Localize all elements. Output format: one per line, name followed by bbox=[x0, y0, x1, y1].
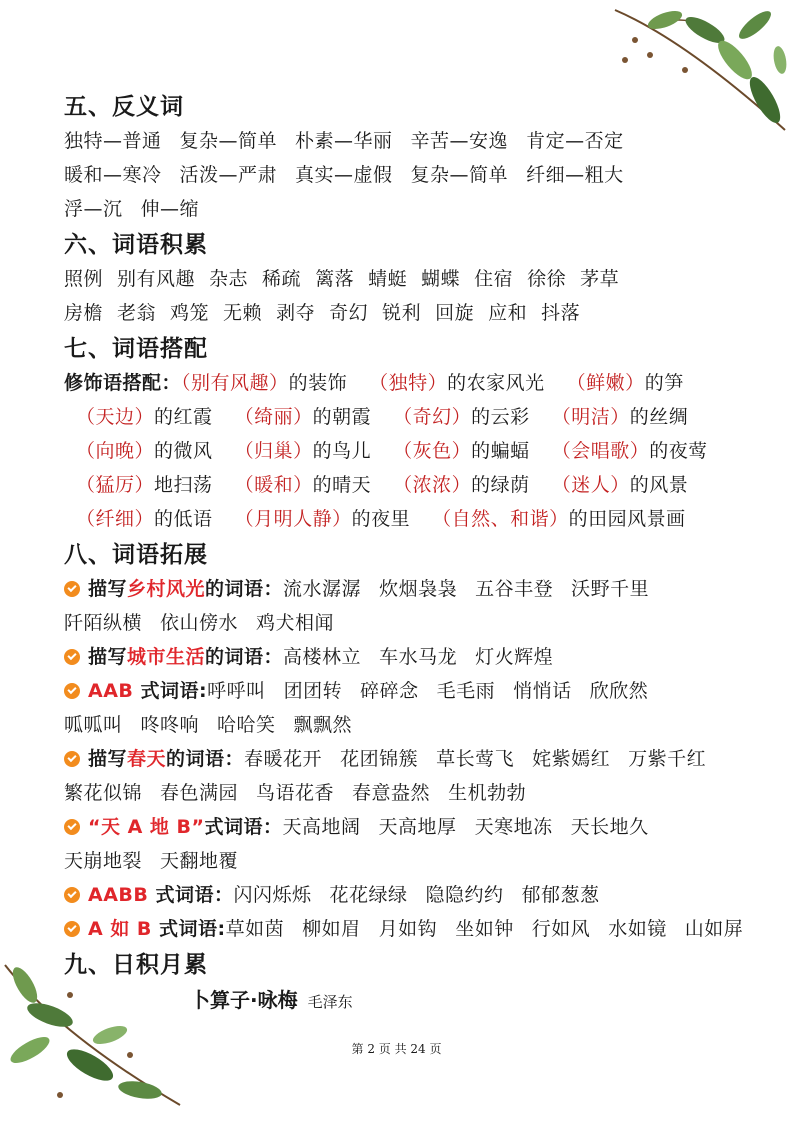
expansion-word: 咚咚响 bbox=[140, 714, 200, 736]
vocabulary-word: 无赖 bbox=[223, 302, 263, 324]
check-badge-icon bbox=[64, 649, 80, 665]
heading-suffix: 的词语： bbox=[205, 646, 284, 668]
collocation-noun: 的鸟儿 bbox=[312, 440, 372, 462]
collocation-modifier: 独特 bbox=[388, 372, 428, 394]
heading-prefix: 描写 bbox=[88, 578, 128, 600]
section-title-expansion: 八、词语拓展 bbox=[64, 542, 208, 568]
expansion-word: 呱呱叫 bbox=[64, 714, 123, 736]
expansion-word: 行如风 bbox=[531, 918, 591, 940]
expansion-word: 毛毛雨 bbox=[436, 680, 496, 702]
check-badge-icon bbox=[64, 683, 80, 699]
heading-suffix: 式词语: bbox=[151, 918, 226, 940]
check-badge-icon bbox=[64, 581, 80, 597]
collocation-item: （归巢）的鸟儿 bbox=[234, 440, 372, 462]
antonym-pair: 朴素—华丽 bbox=[295, 130, 393, 152]
expansion-row bbox=[64, 810, 744, 844]
expansion-heading bbox=[88, 748, 244, 770]
expansion-word: 水如镜 bbox=[608, 918, 667, 940]
expansion-row bbox=[64, 640, 744, 674]
collocation-noun: 地扫荡 bbox=[154, 474, 213, 496]
section-title-antonyms: 五、反义词 bbox=[64, 94, 184, 120]
expansion-word: 花花绿绿 bbox=[329, 884, 408, 906]
expansion-word: 沃野千里 bbox=[571, 578, 650, 600]
heading-prefix: 描写 bbox=[88, 748, 128, 770]
collocation-item: （浓浓）的绿荫 bbox=[393, 474, 530, 496]
collocation-item: （会唱歌）的夜莺 bbox=[551, 440, 708, 462]
vocabulary-word: 徐徐 bbox=[527, 268, 567, 290]
expansion-heading bbox=[88, 918, 226, 940]
collocation-item: （独特）的农家风光 bbox=[369, 372, 545, 394]
expansion-row-continued bbox=[64, 776, 744, 810]
collocation-modifier: 天边 bbox=[95, 406, 135, 428]
expansion-row bbox=[64, 912, 744, 946]
expansion-row-continued bbox=[64, 606, 744, 640]
antonym-pair: 复杂—简单 bbox=[410, 164, 509, 186]
vocabulary-word: 蜻蜓 bbox=[368, 268, 408, 290]
antonyms-list bbox=[64, 124, 744, 226]
expansion-word: 柳如眉 bbox=[302, 918, 361, 940]
heading-highlight: 城市生活 bbox=[127, 646, 206, 668]
collocation-noun: 的风景 bbox=[629, 474, 689, 496]
check-badge-icon bbox=[64, 887, 80, 903]
check-badge-icon bbox=[64, 921, 80, 937]
collocation-item: （自然、和谐）的田园风景画 bbox=[432, 508, 686, 530]
expansion-word: 鸡犬相闻 bbox=[256, 612, 335, 634]
expansion-word: 飘飘然 bbox=[293, 714, 353, 736]
expansion-word: 碎碎念 bbox=[360, 680, 419, 702]
collocation-item: （奇幻）的云彩 bbox=[393, 406, 530, 428]
vocabulary-row bbox=[64, 262, 744, 296]
expansion-word: 悄悄话 bbox=[513, 680, 572, 702]
collocation-item: （明洁）的丝绸 bbox=[551, 406, 689, 428]
collocation-label: 修饰语搭配： bbox=[64, 372, 182, 394]
vocabulary-word: 杂志 bbox=[209, 268, 249, 290]
expansion-heading bbox=[88, 816, 283, 838]
expansion-word: 阡陌纵横 bbox=[64, 612, 143, 634]
collocation-noun: 的农家风光 bbox=[447, 372, 545, 394]
collocation-noun: 的笋 bbox=[644, 372, 684, 394]
collocation-item: （猛厉）地扫荡 bbox=[76, 474, 213, 496]
collocation-row bbox=[64, 366, 744, 400]
heading-highlight: 乡村风光 bbox=[127, 578, 206, 600]
expansion-word: 郁郁葱葱 bbox=[521, 884, 600, 906]
heading-highlight: AAB bbox=[88, 680, 134, 702]
vocabulary-word: 锐利 bbox=[382, 302, 422, 324]
antonym-row bbox=[64, 124, 744, 158]
expansion-word: 生机勃勃 bbox=[448, 782, 527, 804]
collocation-item: （天边）的红霞 bbox=[76, 406, 213, 428]
page-content bbox=[64, 88, 744, 1013]
poem-title: 卜算子·咏梅 bbox=[190, 988, 298, 1012]
collocation-noun: 的丝绸 bbox=[629, 406, 689, 428]
collocation-noun: 的夜里 bbox=[351, 508, 411, 530]
antonym-pair: 肯定—否定 bbox=[526, 130, 624, 152]
expansion-row-continued bbox=[64, 708, 744, 742]
heading-suffix: 式词语： bbox=[148, 884, 234, 906]
expansion-row bbox=[64, 742, 744, 776]
antonym-pair: 暖和—寒冷 bbox=[64, 164, 162, 186]
expansion-word: 欣欣然 bbox=[589, 680, 649, 702]
expansion-word: 天寒地冻 bbox=[474, 816, 553, 838]
vocabulary-word: 鸡笼 bbox=[170, 302, 210, 324]
heading-highlight: A 如 B bbox=[88, 918, 152, 940]
antonym-pair: 真实—虚假 bbox=[295, 164, 393, 186]
collocation-modifier: 明洁 bbox=[571, 406, 611, 428]
antonym-pair: 伸—缩 bbox=[140, 198, 200, 220]
collocation-modifier: 自然、和谐 bbox=[451, 508, 550, 530]
vocabulary-word: 应和 bbox=[488, 302, 528, 324]
antonym-pair: 独特—普通 bbox=[64, 130, 162, 152]
page-footer: 第 2 页 共 24 页 bbox=[351, 1042, 442, 1056]
expansion-word: 五谷丰登 bbox=[475, 578, 554, 600]
collocation-noun: 的低语 bbox=[154, 508, 213, 530]
vocabulary-word: 奇幻 bbox=[329, 302, 369, 324]
collocation-modifier: 鲜嫩 bbox=[586, 372, 626, 394]
expansion-heading bbox=[88, 884, 234, 906]
vocabulary-word: 蝴蝶 bbox=[421, 268, 461, 290]
antonym-row bbox=[64, 158, 744, 192]
expansion-word: 团团转 bbox=[283, 680, 343, 702]
expansion-word: 流水潺潺 bbox=[283, 578, 362, 600]
vocabulary-row bbox=[64, 296, 744, 330]
section-title-vocabulary: 六、词语积累 bbox=[64, 232, 208, 258]
expansion-word: 哈哈笑 bbox=[217, 714, 276, 736]
antonym-pair: 辛苦—安逸 bbox=[410, 130, 509, 152]
expansion-heading bbox=[88, 680, 207, 702]
collocation-modifier: 会唱歌 bbox=[571, 440, 630, 462]
expansion-word: 繁花似锦 bbox=[64, 782, 143, 804]
vocabulary-word: 剥夺 bbox=[276, 302, 316, 324]
collocation-modifier: 浓浓 bbox=[412, 474, 452, 496]
heading-suffix: 式词语： bbox=[204, 816, 283, 838]
antonym-pair: 活泼—严肃 bbox=[179, 164, 278, 186]
collocation-noun: 的绿荫 bbox=[471, 474, 530, 496]
collocation-item: （纤细）的低语 bbox=[76, 508, 213, 530]
heading-highlight: AABB bbox=[88, 884, 149, 906]
expansion-word: 花团锦簇 bbox=[340, 748, 419, 770]
collocation-row bbox=[64, 434, 744, 468]
expansion-word: 草如茵 bbox=[225, 918, 285, 940]
vocabulary-word: 回旋 bbox=[435, 302, 475, 324]
section-title-daily: 九、日积月累 bbox=[64, 952, 208, 978]
collocation-noun: 的蝙蝠 bbox=[471, 440, 530, 462]
collocation-noun: 的云彩 bbox=[471, 406, 530, 428]
collocation-noun: 的田园风景画 bbox=[568, 508, 686, 530]
expansion-list bbox=[64, 572, 744, 946]
vocabulary-word: 抖落 bbox=[541, 302, 581, 324]
expansion-word: 春意盎然 bbox=[352, 782, 431, 804]
vocabulary-word: 住宿 bbox=[474, 268, 514, 290]
heading-highlight: 春天 bbox=[127, 748, 167, 770]
expansion-row bbox=[64, 572, 744, 606]
antonym-pair: 浮—沉 bbox=[64, 198, 123, 220]
collocation-row bbox=[64, 468, 744, 502]
check-badge-icon bbox=[64, 819, 80, 835]
vocabulary-word: 别有风趣 bbox=[117, 268, 196, 290]
collocation-modifier: 迷人 bbox=[571, 474, 611, 496]
collocation-noun: 的晴天 bbox=[312, 474, 372, 496]
vocabulary-word: 照例 bbox=[64, 268, 104, 290]
section-title-collocations: 七、词语搭配 bbox=[64, 336, 208, 362]
heading-suffix: 式词语: bbox=[133, 680, 208, 702]
collocation-noun: 的红霞 bbox=[154, 406, 213, 428]
collocation-noun: 的装饰 bbox=[288, 372, 348, 394]
collocation-modifier: 暖和 bbox=[254, 474, 294, 496]
expansion-row-continued bbox=[64, 844, 744, 878]
expansion-heading bbox=[88, 646, 283, 668]
collocation-modifier: 纤细 bbox=[95, 508, 135, 530]
expansion-row bbox=[64, 674, 744, 708]
expansion-word: 月如钩 bbox=[378, 918, 438, 940]
expansion-word: 天长地久 bbox=[570, 816, 649, 838]
collocation-noun: 的朝霞 bbox=[312, 406, 372, 428]
collocation-item: （灰色）的蝙蝠 bbox=[393, 440, 530, 462]
expansion-word: 天高地阔 bbox=[282, 816, 361, 838]
expansion-heading bbox=[88, 578, 283, 600]
collocation-modifier: 灰色 bbox=[412, 440, 452, 462]
expansion-word: 闪闪烁烁 bbox=[233, 884, 312, 906]
expansion-word: 鸟语花香 bbox=[256, 782, 335, 804]
antonym-pair: 复杂—简单 bbox=[179, 130, 278, 152]
vocabulary-list bbox=[64, 262, 744, 330]
antonym-pair: 纤细—粗大 bbox=[526, 164, 624, 186]
expansion-word: 春色满园 bbox=[160, 782, 239, 804]
vocabulary-word: 茅草 bbox=[580, 268, 620, 290]
heading-suffix: 的词语： bbox=[205, 578, 284, 600]
collocation-modifier: 奇幻 bbox=[412, 406, 452, 428]
collocation-modifier: 绮丽 bbox=[254, 406, 294, 428]
expansion-word: 炊烟袅袅 bbox=[379, 578, 458, 600]
expansion-word: 隐隐约约 bbox=[425, 884, 504, 906]
expansion-word: 天崩地裂 bbox=[64, 850, 143, 872]
expansion-word: 山如屏 bbox=[684, 918, 744, 940]
collocation-noun: 的夜莺 bbox=[649, 440, 708, 462]
collocation-row bbox=[64, 400, 744, 434]
collocation-row bbox=[64, 502, 744, 536]
collocation-modifier: 猛厉 bbox=[95, 474, 135, 496]
expansion-word: 天高地厚 bbox=[378, 816, 457, 838]
heading-prefix: 描写 bbox=[88, 646, 128, 668]
collocation-item: （鲜嫩）的笋 bbox=[566, 372, 684, 394]
expansion-word: 坐如钟 bbox=[455, 918, 514, 940]
vocabulary-word: 老翁 bbox=[117, 302, 157, 324]
expansion-row bbox=[64, 878, 744, 912]
expansion-word: 天翻地覆 bbox=[160, 850, 239, 872]
collocation-modifier: 别有风趣 bbox=[191, 372, 270, 394]
poem-author: 毛泽东 bbox=[307, 993, 353, 1011]
heading-highlight: “天 A 地 B” bbox=[88, 816, 205, 838]
collocation-modifier: 月明人静 bbox=[254, 508, 333, 530]
expansion-word: 依山傍水 bbox=[160, 612, 239, 634]
collocation-item: （别有风趣）的装饰 bbox=[181, 372, 348, 394]
heading-suffix: 的词语： bbox=[166, 748, 245, 770]
collocation-item: （暖和）的晴天 bbox=[234, 474, 372, 496]
collocation-item: （月明人静）的夜里 bbox=[234, 508, 411, 530]
expansion-word: 万紫千红 bbox=[628, 748, 707, 770]
collocation-modifier: 归巢 bbox=[254, 440, 294, 462]
expansion-word: 灯火辉煌 bbox=[475, 646, 554, 668]
collocations-list bbox=[64, 366, 744, 536]
expansion-word: 车水马龙 bbox=[379, 646, 458, 668]
vocabulary-word: 稀疏 bbox=[262, 268, 302, 290]
poem-heading bbox=[190, 984, 744, 1013]
collocation-item: （绮丽）的朝霞 bbox=[234, 406, 372, 428]
antonym-row bbox=[64, 192, 744, 226]
expansion-word: 草长莺飞 bbox=[436, 748, 515, 770]
expansion-word: 高楼林立 bbox=[283, 646, 362, 668]
check-badge-icon bbox=[64, 751, 80, 767]
collocation-noun: 的微风 bbox=[154, 440, 213, 462]
vocabulary-word: 房檐 bbox=[64, 302, 104, 324]
collocation-item: （迷人）的风景 bbox=[551, 474, 689, 496]
expansion-word: 呼呼叫 bbox=[207, 680, 266, 702]
vocabulary-word: 篱落 bbox=[315, 268, 355, 290]
expansion-word: 春暖花开 bbox=[244, 748, 323, 770]
collocation-item: （向晚）的微风 bbox=[76, 440, 213, 462]
expansion-word: 姹紫嫣红 bbox=[532, 748, 611, 770]
collocation-modifier: 向晚 bbox=[95, 440, 135, 462]
